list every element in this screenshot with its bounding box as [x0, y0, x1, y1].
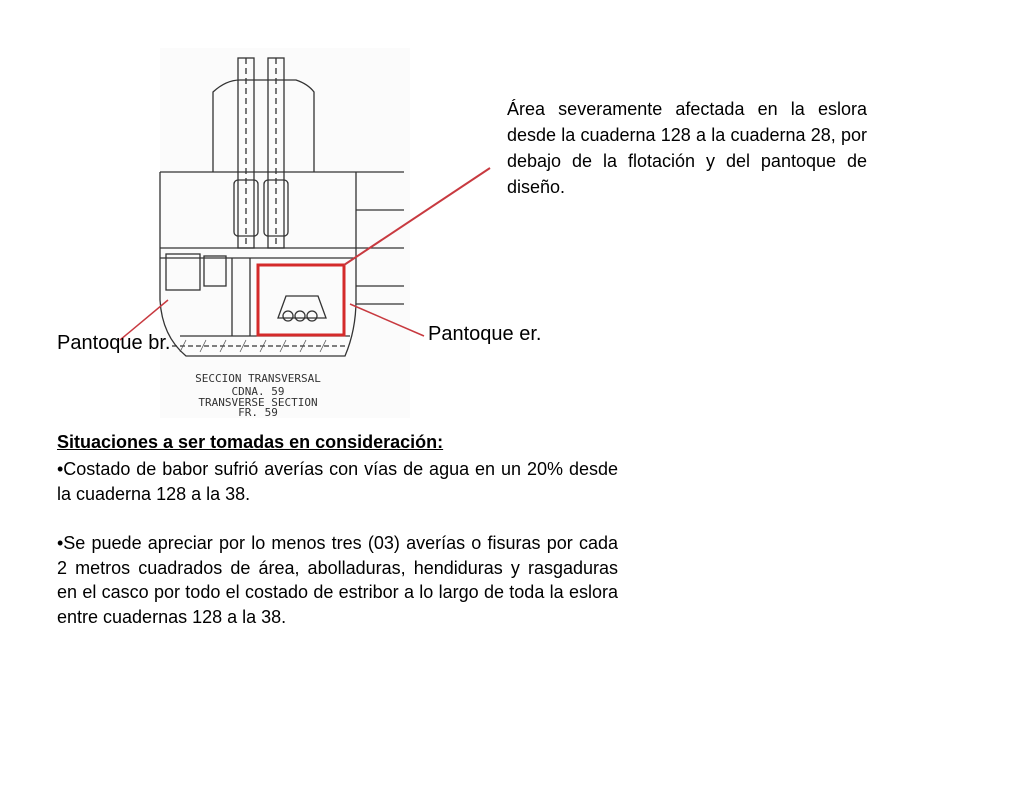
section-caption-line1: SECCION TRANSVERSAL [195, 372, 321, 385]
section-caption-line2: CDNA. 59 [231, 385, 285, 398]
situations-heading: Situaciones a ser tomadas en consideración: [57, 432, 444, 452]
pantoque-er-label: Pantoque er. [428, 323, 542, 345]
drawing-background [160, 48, 410, 418]
situation-item-1: •Costado de babor sufrió averías con vías de agua en un 20% desde la cuaderna 128 a la 38. [57, 459, 618, 504]
section-caption-line3: TRANSVERSE SECTION [198, 396, 318, 409]
situation-item-2: •Se puede apreciar por lo menos tres (03) averías o fisuras por cada 2 metros cuadrados de área, abolladuras, hendiduras y rasgaduras en el casco por todo el costado de estribor a lo largo de toda la eslora entre cuadernas 128 a la 38. [57, 533, 618, 627]
section-caption-line4: FR. 59 [238, 406, 278, 419]
affected-area-callout: Área severamente afectada en la eslora desde la cuaderna 128 a la cuaderna 28, por debajo de la flotación y del pantoque de diseño. [507, 99, 867, 197]
pantoque-br-label: Pantoque br. [57, 332, 171, 354]
